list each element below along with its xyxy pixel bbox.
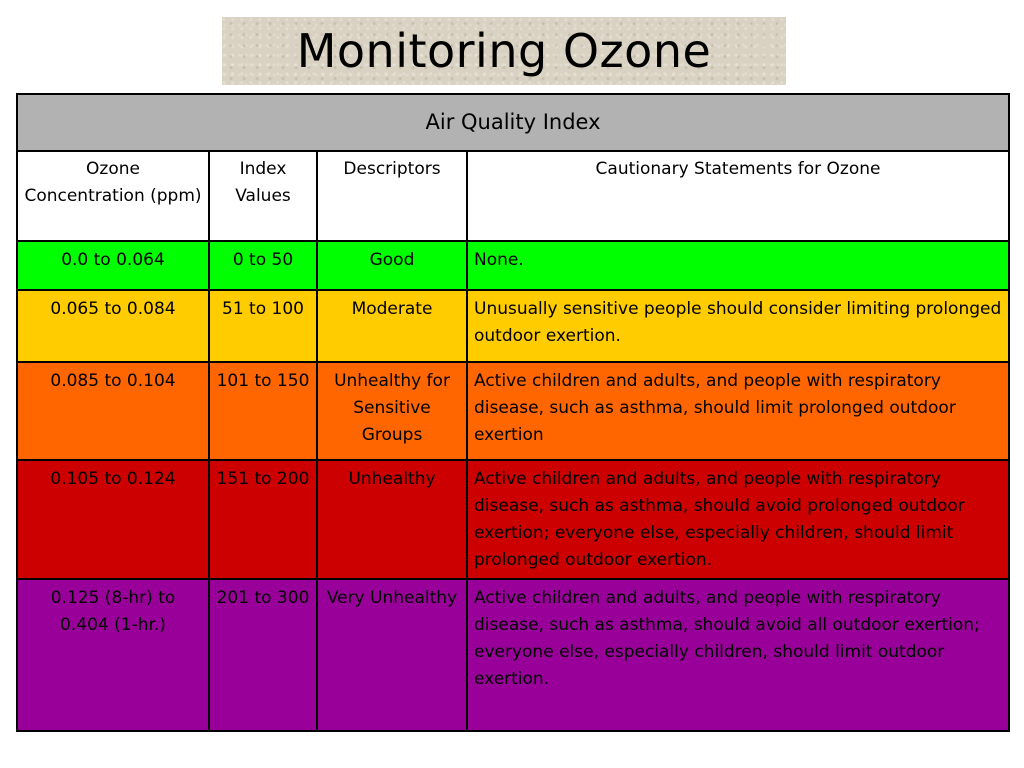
header-index-values: Index Values — [209, 151, 317, 241]
table-row — [17, 362, 1009, 460]
descriptor-cell: Unhealthy for Sensitive Groups — [317, 362, 467, 460]
table-row — [17, 241, 1009, 290]
index-cell: 101 to 150 — [209, 362, 317, 460]
concentration-cell: 0.0 to 0.064 — [17, 241, 209, 290]
index-cell: 51 to 100 — [209, 290, 317, 362]
descriptor-cell: Good — [317, 241, 467, 290]
concentration-cell: 0.125 (8-hr) to 0.404 (1-hr.) — [17, 579, 209, 731]
concentration-cell: 0.105 to 0.124 — [17, 460, 209, 579]
descriptor-cell: Unhealthy — [317, 460, 467, 579]
statement-cell: Unusually sensitive people should consider limiting prolonged outdoor exertion. — [467, 290, 1009, 362]
concentration-cell: 0.065 to 0.084 — [17, 290, 209, 362]
header-descriptors: Descriptors — [317, 151, 467, 241]
concentration-cell: 0.085 to 0.104 — [17, 362, 209, 460]
index-cell: 201 to 300 — [209, 579, 317, 731]
table-row — [17, 460, 1009, 579]
column-header-row — [17, 151, 1009, 241]
table-row — [17, 579, 1009, 731]
table-caption-row — [17, 94, 1009, 151]
statement-cell: Active children and adults, and people with respiratory disease, such as asthma, should avoid all outdoor exertion; everyone else, especially children, should limit outdoor exertion. — [467, 579, 1009, 731]
index-cell: 0 to 50 — [209, 241, 317, 290]
table-caption: Air Quality Index — [17, 94, 1009, 151]
table-row — [17, 290, 1009, 362]
page-title: Monitoring Ozone — [296, 24, 712, 78]
descriptor-cell: Moderate — [317, 290, 467, 362]
header-cautionary-statements: Cautionary Statements for Ozone — [467, 151, 1009, 241]
statement-cell: None. — [467, 241, 1009, 290]
index-cell: 151 to 200 — [209, 460, 317, 579]
descriptor-cell: Very Unhealthy — [317, 579, 467, 731]
title-banner — [222, 17, 786, 85]
statement-cell: Active children and adults, and people with respiratory disease, such as asthma, should limit prolonged outdoor exertion — [467, 362, 1009, 460]
header-concentration: Ozone Concentration (ppm) — [17, 151, 209, 241]
aqi-table — [16, 93, 1010, 732]
statement-cell: Active children and adults, and people with respiratory disease, such as asthma, should avoid prolonged outdoor exertion; everyone else, especially children, should limit prolonged outdoor exertion. — [467, 460, 1009, 579]
